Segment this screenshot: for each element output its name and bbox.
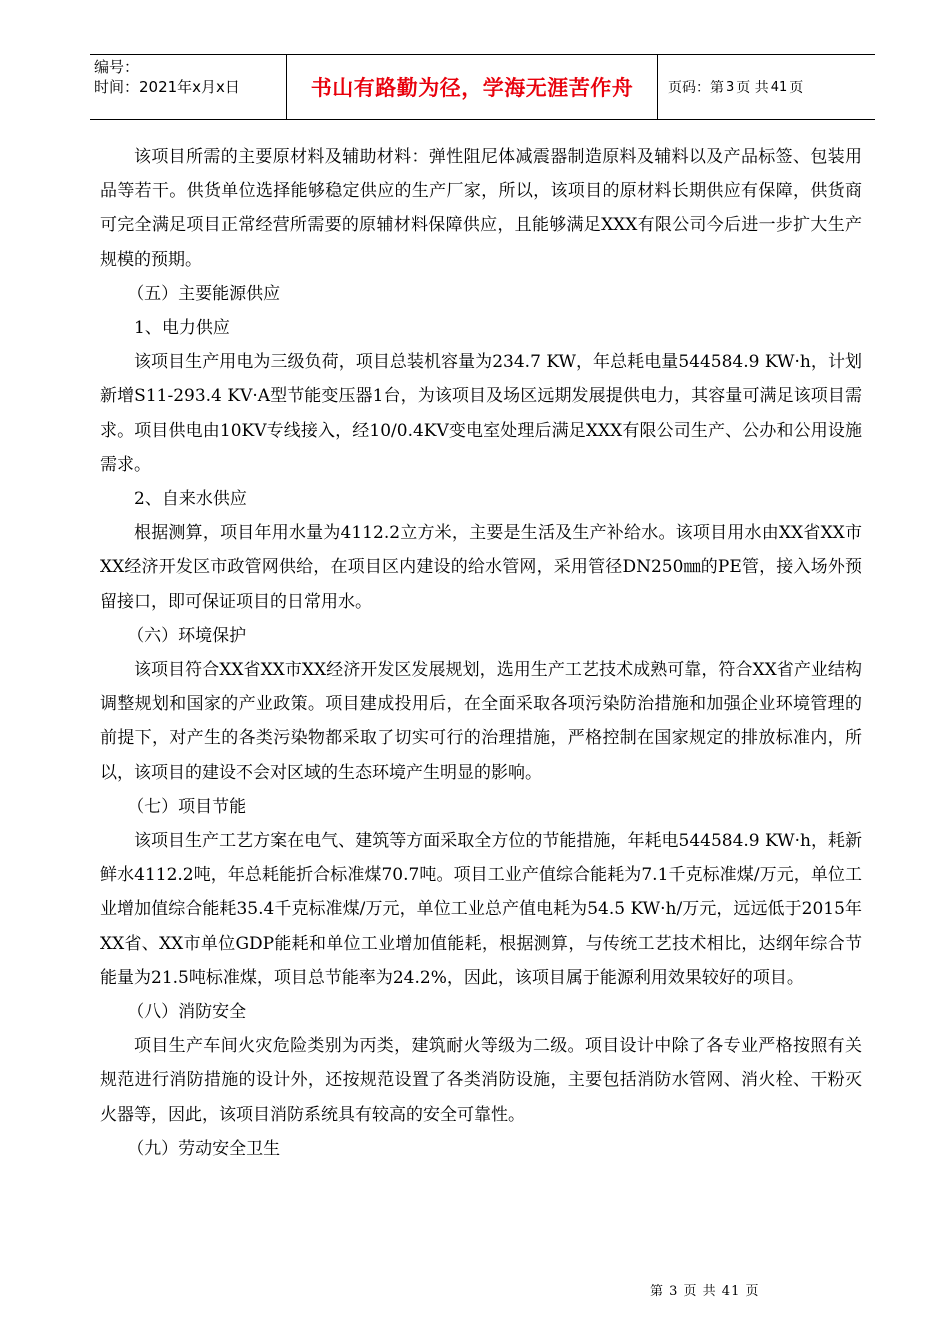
paragraph: 该项目符合XX省XX市XX经济开发区发展规划，选用生产工艺技术成熟可靠，符合XX省产业结构调整规划和国家的产业政策。项目建成投用后，在全面采取各项污染防治措施和加强企业环境管理的前提下，对产生的各类污染物都采取了切实可行的治理措施，严格控制在国家规定的排放标准内，所以，该项目的建设不会对区域的生态环境产生明显的影响。 [100,660,862,783]
section-heading: （六）环境保护 [127,625,247,646]
page-prefix: 页码：第 [668,80,724,96]
page-footer: 第 3 页 共 41 页 [650,1284,760,1299]
paragraph: 项目生产车间火灾危险类别为丙类，建筑耐火等级为二级。项目设计中除了各专业严格按照有关规范进行消防措施的设计外，还按规范设置了各类消防设施，主要包括消防水管网、消火栓、干粉灭火器等，因此，该项目消防系统具有较高的安全可靠性。 [100,1036,862,1125]
header-page-info [658,55,875,119]
paragraph: 该项目生产用电为三级负荷，项目总装机容量为234.7 KW，年总耗电量544584.9 KW·h，计划新增S11-293.4 KV·A型节能变压器1台，为该项目及场区远期发展提供电力，其容量可满足该项目需求。项目供电由10KV专线接入，经10/0.4KV变电室处理后满足XXX有限公司生产、公办和公用设施需求。 [100,352,862,475]
document-time-label: 时间：2021年x月x日 [94,78,240,96]
document-body [100,140,862,1166]
subsection-heading: 1、电力供应 [134,318,230,339]
page-header [90,54,875,120]
page-suffix: 页 [789,80,804,96]
section-heading: （五）主要能源供应 [127,283,281,304]
section-heading: （七）项目节能 [127,796,247,817]
header-meta [90,55,286,119]
page-total: 41 [770,79,788,95]
subsection-heading: 2、自来水供应 [134,489,247,510]
paragraph: 该项目生产工艺方案在电气、建筑等方面采取全方位的节能措施，年耗电544584.9 KW·h，耗新鲜水4112.2吨，年总耗能折合标准煤70.7吨。项目工业产值综合能耗为7.1千克标准煤/万元，单位工业增加值综合能耗35.4千克标准煤/万元，单位工业总产值电耗为54.5 KW·h/万元，远远低于2015年XX省、XX市单位GDP能耗和单位工业增加值能耗，根据测算，与传统工艺技术相比，达纲年综合节能量为21.5吨标准煤，项目总节能率为24.2%，因此，该项目属于能源利用效果较好的项目。 [100,831,862,988]
section-heading: （九）劳动安全卫生 [127,1138,281,1159]
paragraph: 该项目所需的主要原材料及辅助材料：弹性阻尼体减震器制造原料及辅料以及产品标签、包装用品等若干。供货单位选择能够稳定供应的生产厂家，所以，该项目的原材料长期供应有保障，供货商可完全满足项目正常经营所需要的原辅材料保障供应，且能够满足XXX有限公司今后进一步扩大生产规模的预期。 [100,147,862,270]
document-number-label: 编号： [94,58,140,76]
page-current: 3 [726,79,735,95]
section-heading: （八）消防安全 [127,1002,247,1023]
paragraph: 根据测算，项目年用水量为4112.2立方米，主要是生活及生产补给水。该项目用水由XX省XX市XX经济开发区市政管网供给，在项目区内建设的给水管网，采用管径DN250㎜的PE管，接入场外预留接口，即可保证项目的日常用水。 [100,523,862,612]
page-mid: 页 共 [736,80,769,96]
header-motto: 书山有路勤为径，学海无涯苦作舟 [286,55,658,119]
